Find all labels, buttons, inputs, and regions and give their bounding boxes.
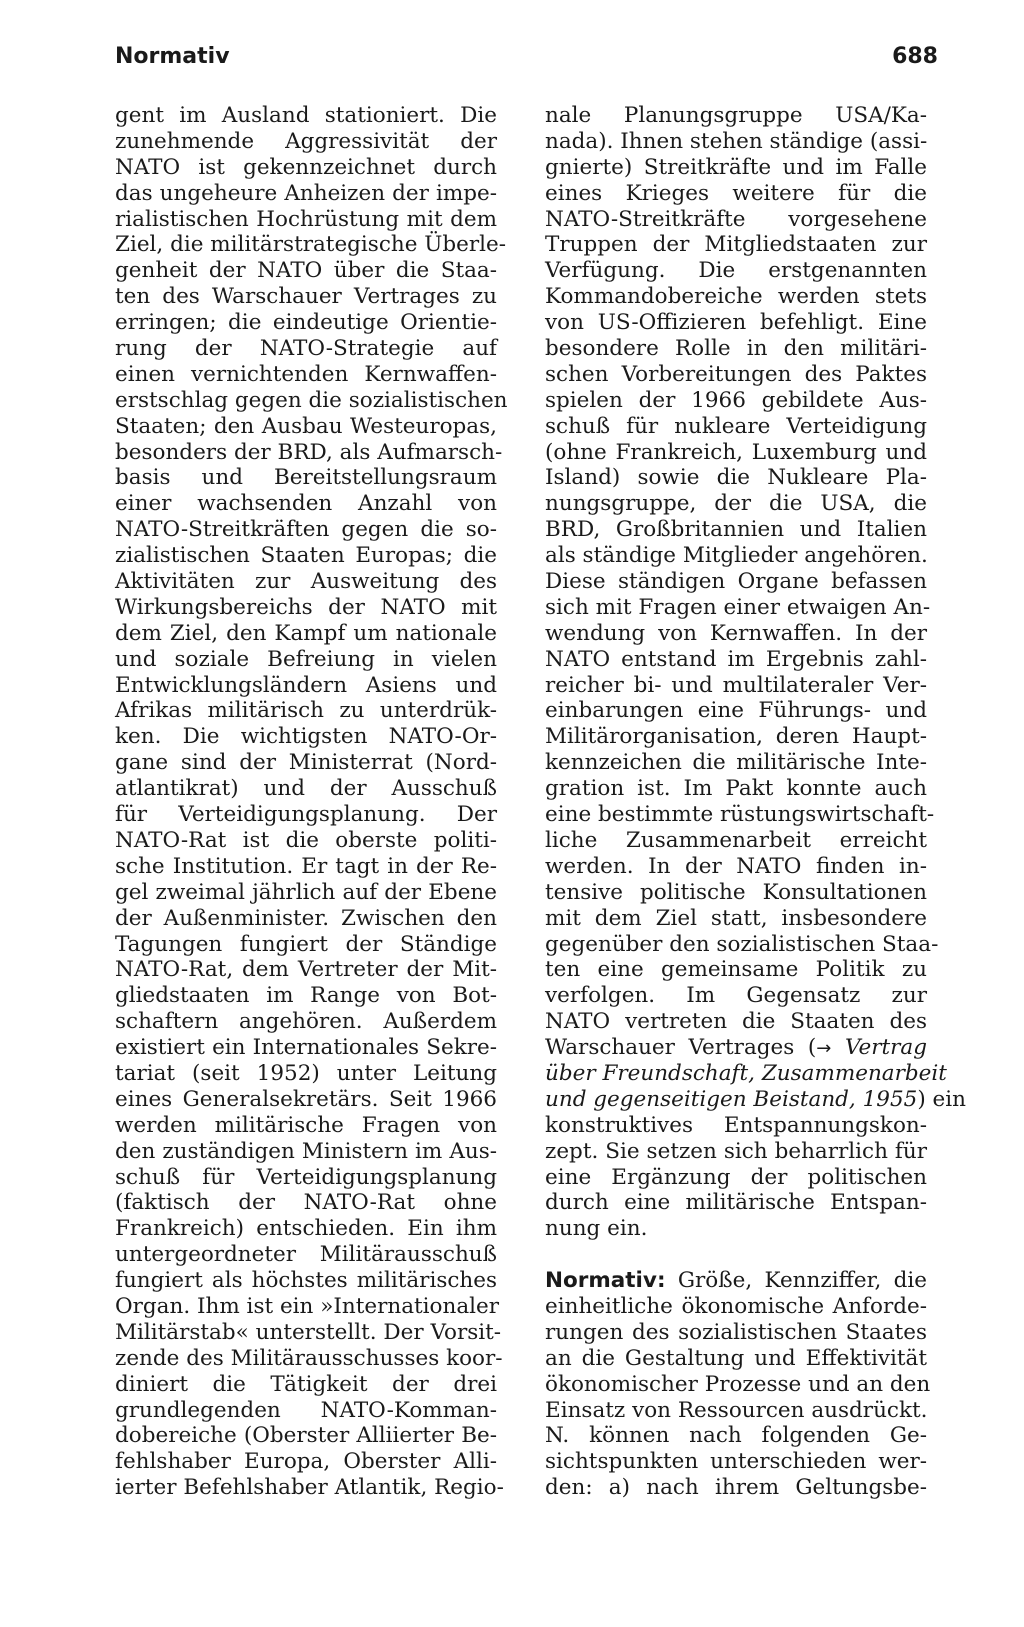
text-line: der Außenminister. Zwischen den (115, 905, 497, 931)
text-line: erstschlag gegen die sozialistischen (115, 387, 508, 413)
text-line: Einsatz von Ressourcen ausdrückt. (545, 1397, 928, 1423)
text-line: gane sind der Ministerrat (Nord- (115, 750, 497, 776)
cross-reference-suffix: ) ein (917, 1086, 966, 1112)
text-line: schen Vorbereitungen des Paktes (545, 361, 927, 387)
text-line: erringen; die eindeutige Orientie- (115, 310, 497, 336)
text-line: zende des Militärausschusses koor- (115, 1345, 503, 1371)
text-line: fungiert als höchstes militärisches (115, 1268, 497, 1294)
right-column (545, 103, 966, 1501)
text-line: Truppen der Mitgliedstaaten zur (545, 232, 927, 258)
arrow-icon: → (816, 1038, 832, 1060)
text-line: ten eine gemeinsame Politik zu (545, 957, 927, 983)
text-line: an die Gestaltung und Effektivität (545, 1345, 927, 1371)
entry-first-line (545, 1268, 927, 1294)
text-line: gegenüber den sozialistischen Staa- (545, 931, 939, 957)
text-line: gent im Ausland stationiert. Die (115, 103, 497, 128)
text-line: ken. Die wichtigsten NATO-Or- (115, 724, 497, 750)
text-line: NATO-Rat, dem Vertreter der Mit- (115, 957, 497, 983)
text-line: nale Planungsgruppe USA/Ka- (545, 103, 927, 128)
text-line: schaftern angehören. Außerdem (115, 1009, 497, 1035)
text-line: NATO-Streitkräfte vorgesehene (545, 206, 927, 232)
text-line: (ohne Frankreich, Luxemburg und (545, 439, 927, 465)
text-line: rungen des sozialistischen Staates (545, 1319, 927, 1345)
text-line: Kommandobereiche werden stets (545, 284, 927, 310)
text-line: das ungeheure Anheizen der impe- (115, 180, 497, 206)
text-line: zialistischen Staaten Europas; die (115, 543, 497, 569)
text-line: Tagungen fungiert der Ständige (115, 931, 497, 957)
text-line: für Verteidigungsplanung. Der (115, 802, 497, 828)
text-line: atlantikrat) und der Ausschuß (115, 776, 497, 802)
text-line: zunehmende Aggressivität der (115, 128, 497, 154)
text-line: verfolgen. Im Gegensatz zur (545, 983, 927, 1009)
text-line: reicher bi- und multilateraler Ver- (545, 672, 927, 698)
text-line: sche Institution. Er tagt in der Re- (115, 853, 497, 879)
text-line: eines Krieges weitere für die (545, 180, 927, 206)
text-line: gel zweimal jährlich auf der Ebene (115, 879, 497, 905)
text-line: dobereiche (Oberster Alliierter Be- (115, 1423, 497, 1449)
text-line: nung ein. (545, 1216, 648, 1242)
text-line: besondere Rolle in den militäri- (545, 336, 927, 362)
text-line: zept. Sie setzen sich beharrlich für (545, 1138, 927, 1164)
text-line: konstruktives Entspannungskon- (545, 1112, 927, 1138)
text-line: ten des Warschauer Vertrages zu (115, 284, 497, 310)
text-line: Frankreich) entschieden. Ein ihm (115, 1216, 497, 1242)
text-line: dem Ziel, den Kampf um nationale (115, 620, 497, 646)
right-column-after-reference (545, 1113, 927, 1242)
text-line: (faktisch der NATO-Rat ohne (115, 1190, 497, 1216)
text-line: nada). Ihnen stehen ständige (assi- (545, 128, 928, 154)
text-line: mit dem Ziel statt, insbesondere (545, 905, 927, 931)
cross-reference-title-3: und gegenseitigen Beistand, 1955 (545, 1086, 918, 1112)
text-line: kennzeichen die militärische Inte- (545, 750, 927, 776)
text-line: NATO-Streitkräften gegen die so- (115, 517, 497, 543)
cross-reference-line-2: über Freundschaft, Zusammenarbeit (545, 1060, 947, 1086)
right-column-upper (545, 103, 939, 1035)
text-line: Militärstab« unterstellt. Der Vorsit- (115, 1319, 502, 1345)
text-line: grundlegenden NATO-Komman- (115, 1397, 497, 1423)
text-line: Ziel, die militärstrategische Überle- (115, 232, 507, 258)
text-line: N. können nach folgenden Ge- (545, 1423, 927, 1449)
text-line: von US-Offizieren befehligt. Eine (545, 310, 927, 336)
entry-separator (545, 1242, 927, 1268)
text-line: gration ist. Im Pakt konnte auch (545, 776, 927, 802)
running-head: Normativ (115, 44, 230, 69)
text-line: existiert ein Internationales Sekre- (115, 1035, 497, 1061)
text-line: Aktivitäten zur Ausweitung des (115, 569, 497, 595)
text-line: BRD, Großbritannien und Italien (545, 517, 927, 543)
text-line: einheitliche ökonomische Anforde- (545, 1293, 927, 1319)
text-line: Diese ständigen Organe befassen (545, 569, 927, 595)
text-line: spielen der 1966 gebildete Aus- (545, 387, 927, 413)
text-line: NATO entstand im Ergebnis zahl- (545, 646, 927, 672)
text-line: NATO ist gekennzeichnet durch (115, 154, 497, 180)
cross-reference-line-3 (545, 1086, 966, 1113)
left-column (115, 103, 508, 1501)
text-line: liche Zusammenarbeit erreicht (545, 827, 927, 853)
text-line: basis und Bereitstellungsraum (115, 465, 497, 491)
entry-headword: Normativ: (545, 1268, 666, 1294)
text-line: NATO-Rat ist die oberste politi- (115, 827, 497, 853)
text-line: ökonomischer Prozesse und an den (545, 1371, 931, 1397)
text-line: eine bestimmte rüstungswirtschaft- (545, 802, 935, 828)
text-line: sich mit Fragen einer etwaigen An- (545, 594, 931, 620)
text-line: untergeordneter Militärausschuß (115, 1242, 497, 1268)
text-line: rung der NATO-Strategie auf (115, 336, 497, 362)
text-line: gnierte) Streitkräfte und im Falle (545, 154, 927, 180)
entry-first-line-text: Größe, Kennziffer, die (677, 1268, 927, 1294)
text-line: gliedstaaten im Range von Bot- (115, 983, 497, 1009)
text-line: besonders der BRD, als Aufmarsch- (115, 439, 503, 465)
text-line: eines Generalsekretärs. Seit 1966 (115, 1086, 497, 1112)
text-line: NATO vertreten die Staaten des (545, 1009, 927, 1035)
text-line: sichtspunkten unterschieden wer- (545, 1449, 927, 1475)
text-line: schuß für nukleare Verteidigung (545, 413, 927, 439)
text-line: Island) sowie die Nukleare Pla- (545, 465, 927, 491)
page-number: 688 (892, 44, 938, 69)
cross-reference-line-1 (545, 1035, 927, 1061)
entry-body (545, 1293, 931, 1501)
text-line: und soziale Befreiung in vielen (115, 646, 497, 672)
text-line: Staaten; den Ausbau Westeuropas, (115, 413, 497, 439)
text-line: diniert die Tätigkeit der drei (115, 1371, 497, 1397)
text-line: Entwicklungsländern Asiens und (115, 672, 497, 698)
text-line: tensive politische Konsultationen (545, 879, 927, 905)
text-line: den zuständigen Ministern im Aus- (115, 1138, 497, 1164)
text-line: fehlshaber Europa, Oberster Alli- (115, 1449, 497, 1475)
cross-reference-prefix: Warschauer Vertrages ( (545, 1035, 817, 1061)
text-line: Organ. Ihm ist ein »Internationaler (115, 1293, 500, 1319)
text-line: rialistischen Hochrüstung mit dem (115, 206, 497, 232)
text-line: wendung von Kernwaffen. In der (545, 620, 927, 646)
text-line: als ständige Mitglieder angehören. (545, 543, 928, 569)
text-line: Afrikas militärisch zu unterdrük- (115, 698, 497, 724)
cross-reference-title-1: Vertrag (844, 1035, 927, 1061)
text-line: eine Ergänzung der politischen (545, 1164, 927, 1190)
text-line: nungsgruppe, der die USA, die (545, 491, 927, 517)
text-line: durch eine militärische Entspan- (545, 1190, 927, 1216)
text-line: den: a) nach ihrem Geltungsbe- (545, 1475, 927, 1501)
text-line: ierter Befehlshaber Atlantik, Regio- (115, 1475, 504, 1501)
text-line: werden. In der NATO finden in- (545, 853, 927, 879)
text-line: Verfügung. Die erstgenannten (545, 258, 927, 284)
text-line: einbarungen eine Führungs- und (545, 698, 927, 724)
text-line: tariat (seit 1952) unter Leitung (115, 1060, 497, 1086)
text-line: Wirkungsbereichs der NATO mit (115, 594, 497, 620)
text-line: schuß für Verteidigungsplanung (115, 1164, 497, 1190)
text-line: genheit der NATO über die Staa- (115, 258, 497, 284)
text-line: einen vernichtenden Kernwaffen- (115, 361, 497, 387)
text-line: werden militärische Fragen von (115, 1112, 497, 1138)
text-line: einer wachsenden Anzahl von (115, 491, 497, 517)
text-line: Militärorganisation, deren Haupt- (545, 724, 927, 750)
